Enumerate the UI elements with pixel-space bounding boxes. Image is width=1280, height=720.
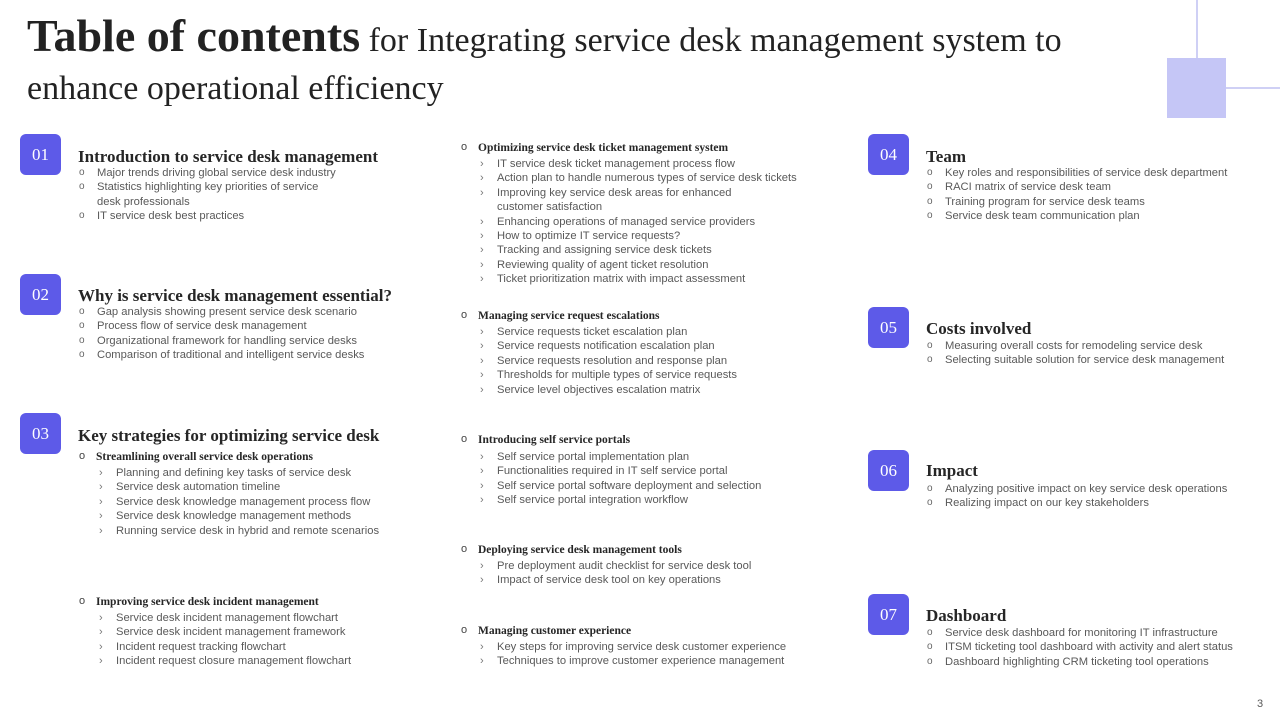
list-item[interactable]: › Thresholds for multiple types of service requests — [478, 368, 838, 382]
section-title-why-essential[interactable]: Why is service desk management essential? — [78, 286, 393, 305]
list-item[interactable]: o Selecting suitable solution for service desk management — [926, 353, 1271, 367]
section-title-key-strategies[interactable]: Key strategies for optimizing service desk — [78, 426, 380, 445]
list-item[interactable]: o Analyzing positive impact on key service desk operations — [926, 482, 1271, 496]
list-item[interactable]: › Self service portal software deployment and selection — [478, 479, 838, 493]
subsection-item-list — [97, 611, 437, 669]
subsection-title-incident[interactable]: o Improving service desk incident management — [78, 595, 319, 609]
list-item[interactable]: o Training program for service desk teams — [926, 195, 1271, 209]
list-item[interactable]: › Service desk automation timeline — [97, 480, 437, 494]
list-item[interactable]: o Comparison of traditional and intelligent service desks — [78, 348, 418, 362]
subsection-item-list — [97, 466, 437, 538]
subsection-title-escalations[interactable]: o Managing service request escalations — [460, 309, 660, 323]
list-item[interactable]: o Service desk dashboard for monitoring IT infrastructure — [926, 626, 1271, 640]
list-item[interactable]: › Impact of service desk tool on key operations — [478, 573, 838, 587]
list-item[interactable]: o Gap analysis showing present service desk scenario — [78, 305, 418, 319]
list-item[interactable]: › Service requests resolution and response plan — [478, 354, 838, 368]
list-item[interactable]: › Service requests ticket escalation plan — [478, 325, 838, 339]
list-item[interactable]: › Service desk incident management framework — [97, 625, 437, 639]
subsection-item-list — [478, 157, 838, 287]
list-item[interactable]: › Planning and defining key tasks of service desk — [97, 466, 437, 480]
section-item-list — [78, 305, 418, 363]
list-item[interactable]: › Functionalities required in IT self service portal — [478, 464, 838, 478]
list-item[interactable]: › Enhancing operations of managed service providers — [478, 215, 838, 229]
list-item[interactable]: o Statistics highlighting key priorities of service desk professionals — [78, 180, 343, 209]
list-item[interactable]: o Measuring overall costs for remodeling service desk — [926, 339, 1271, 353]
subsection-item-list — [478, 640, 838, 669]
section-title-introduction[interactable]: Introduction to service desk management — [78, 147, 378, 166]
list-item[interactable]: › Service desk knowledge management methods — [97, 509, 437, 523]
list-item[interactable]: › Tracking and assigning service desk tickets — [478, 243, 838, 257]
subsection-title-ticket-management[interactable]: o Optimizing service desk ticket management system — [460, 141, 728, 155]
subsection-title-deploying-tools[interactable]: o Deploying service desk management tools — [460, 543, 682, 557]
section-item-list — [926, 482, 1271, 511]
list-item[interactable]: › IT service desk ticket management process flow — [478, 157, 838, 171]
page-number: 3 — [1257, 698, 1264, 710]
page-title-subtitle: for Integrating service desk management system to enhance operational efficiency — [27, 22, 1062, 107]
list-item[interactable]: › Improving key service desk areas for enhanced customer satisfaction — [478, 186, 747, 215]
list-item[interactable]: o Service desk team communication plan — [926, 209, 1271, 223]
list-item[interactable]: o Process flow of service desk management — [78, 319, 418, 333]
list-item[interactable]: › Ticket prioritization matrix with impact assessment — [478, 272, 838, 286]
section-number-badge: 05 — [868, 307, 909, 348]
list-item[interactable]: o Major trends driving global service desk industry — [78, 166, 343, 180]
section-number-badge: 03 — [20, 413, 61, 454]
section-item-list — [926, 166, 1271, 224]
subsection-title-streamlining[interactable]: o Streamlining overall service desk operations — [78, 450, 313, 464]
page-title-main: Table of contents — [27, 10, 361, 61]
section-number-badge: 02 — [20, 274, 61, 315]
section-number-badge: 07 — [868, 594, 909, 635]
list-item[interactable]: › Running service desk in hybrid and remote scenarios — [97, 524, 437, 538]
list-item[interactable]: › Incident request tracking flowchart — [97, 640, 437, 654]
list-item[interactable]: o Organizational framework for handling service desks — [78, 334, 418, 348]
section-title-dashboard[interactable]: Dashboard — [926, 606, 1007, 625]
list-item[interactable]: o Dashboard highlighting CRM ticketing tool operations — [926, 655, 1271, 669]
list-item[interactable]: › How to optimize IT service requests? — [478, 229, 838, 243]
list-item[interactable]: › Action plan to handle numerous types of service desk tickets — [478, 171, 838, 185]
list-item[interactable]: o ITSM ticketing tool dashboard with activity and alert status — [926, 640, 1271, 654]
list-item[interactable]: › Service level objectives escalation matrix — [478, 383, 838, 397]
list-item[interactable]: o RACI matrix of service desk team — [926, 180, 1271, 194]
list-item[interactable]: o Key roles and responsibilities of service desk department — [926, 166, 1271, 180]
subsection-item-list — [478, 559, 838, 588]
list-item[interactable]: › Self service portal integration workflow — [478, 493, 838, 507]
section-item-list — [78, 166, 343, 224]
list-item[interactable]: › Pre deployment audit checklist for service desk tool — [478, 559, 838, 573]
list-item[interactable]: › Self service portal implementation plan — [478, 450, 838, 464]
section-number-badge: 04 — [868, 134, 909, 175]
list-item[interactable]: › Service desk incident management flowchart — [97, 611, 437, 625]
page-title — [27, 12, 1157, 113]
subsection-item-list — [478, 325, 838, 397]
section-number-badge: 06 — [868, 450, 909, 491]
list-item[interactable]: o Realizing impact on our key stakeholders — [926, 496, 1271, 510]
section-number-badge: 01 — [20, 134, 61, 175]
section-title-impact[interactable]: Impact — [926, 461, 978, 480]
section-item-list — [926, 626, 1271, 669]
decorative-square — [1167, 58, 1226, 118]
decorative-line-horizontal — [1225, 87, 1280, 89]
section-title-team[interactable]: Team — [926, 147, 966, 166]
list-item[interactable]: › Key steps for improving service desk customer experience — [478, 640, 838, 654]
section-title-costs[interactable]: Costs involved — [926, 319, 1032, 338]
list-item[interactable]: › Service desk knowledge management process flow — [97, 495, 437, 509]
list-item[interactable]: › Reviewing quality of agent ticket resolution — [478, 258, 838, 272]
subsection-item-list — [478, 450, 838, 508]
subsection-title-customer-experience[interactable]: o Managing customer experience — [460, 624, 631, 638]
list-item[interactable]: › Service requests notification escalation plan — [478, 339, 838, 353]
list-item[interactable]: o IT service desk best practices — [78, 209, 343, 223]
section-item-list — [926, 339, 1271, 368]
subsection-title-self-service[interactable]: o Introducing self service portals — [460, 433, 630, 447]
list-item[interactable]: › Incident request closure management flowchart — [97, 654, 437, 668]
list-item[interactable]: › Techniques to improve customer experience management — [478, 654, 838, 668]
